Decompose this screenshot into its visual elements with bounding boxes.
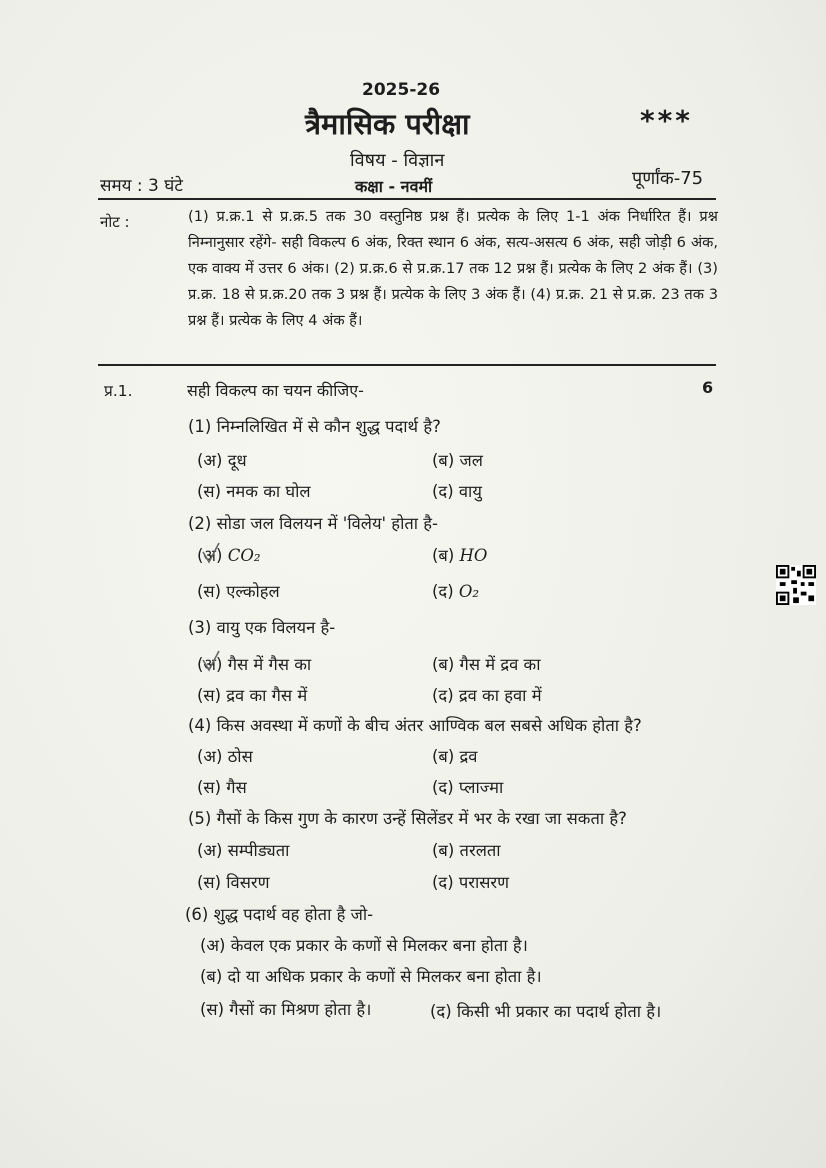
question-text: (6) शुद्ध पदार्थ वह होता है जो- <box>185 905 374 924</box>
option-d: (द) द्रव का हवा में <box>432 686 542 705</box>
header-divider <box>98 198 716 200</box>
option-c: (स) विसरण <box>197 873 270 892</box>
option-b: (ब) द्रव <box>432 747 478 766</box>
subject-line: विषय - विज्ञान <box>350 150 445 171</box>
qr-code-icon <box>776 565 816 605</box>
option-c: (स) गैसों का मिश्रण होता है। <box>200 1000 372 1019</box>
section-heading: सही विकल्प का चयन कीजिए- <box>187 381 364 400</box>
question-text: (5) गैसों के किस गुण के कारण उन्हें सिलेंडर में भर के रखा जा सकता है? <box>188 809 627 828</box>
option-c: (स) एल्कोहल <box>197 582 280 601</box>
option-b: (ब) तरलता <box>432 841 501 860</box>
option-label: (द) <box>432 582 454 601</box>
option-b: (ब) जल <box>432 451 483 470</box>
stars-mark: *** <box>640 104 693 137</box>
option-b <box>432 543 487 566</box>
exam-title: त्रैमासिक परीक्षा <box>305 107 470 141</box>
class-line: कक्षा - नवमीं <box>355 177 433 196</box>
pencil-tick-mark <box>200 648 222 674</box>
option-b: (ब) दो या अधिक प्रकार के कणों से मिलकर बना होता है। <box>200 967 542 986</box>
exam-year: 2025-26 <box>362 80 441 100</box>
option-a: (अ) सम्पीड्यता <box>197 841 290 860</box>
chem-formula: CO₂ <box>227 546 261 565</box>
option-a: (अ) ठोस <box>197 747 253 766</box>
option-c: (स) नमक का घोल <box>197 482 311 501</box>
note-label: नोट : <box>100 213 130 231</box>
section-label: प्र.1. <box>104 382 133 400</box>
option-b: (ब) गैस में द्रव का <box>432 655 541 674</box>
chem-formula: HO <box>459 546 488 565</box>
question-text: (2) सोडा जल विलयन में 'विलेय' होता है- <box>188 514 438 533</box>
option-c: (स) द्रव का गैस में <box>197 686 308 705</box>
time-allowed: समय : 3 घंटे <box>100 176 183 196</box>
option-a: (अ) दूध <box>197 451 247 470</box>
option-d: (द) प्लाज्मा <box>432 778 504 797</box>
option-label: (ब) <box>432 546 455 565</box>
question-text: (3) वायु एक विलयन है- <box>188 618 336 637</box>
option-a: (अ) केवल एक प्रकार के कणों से मिलकर बना होता है। <box>200 936 528 955</box>
option-c: (स) गैस <box>197 778 247 797</box>
question-text: (1) निम्नलिखित में से कौन शुद्ध पदार्थ है? <box>188 417 441 436</box>
max-marks: पूर्णांक-75 <box>632 168 704 189</box>
option-d: (द) वायु <box>432 482 482 501</box>
note-text: (1) प्र.क्र.1 से प्र.क्र.5 तक 30 वस्तुनिष्ठ प्रश्न हैं। प्रत्येक के लिए 1-1 अंक निर्धारित हैं। प्रश्न निम्नानुसार रहेंगे- सही विकल्प 6 अंक, रिक्त स्थान 6 अंक, सत्य-असत्य 6 अंक, सही जोड़ी 6 अंक, एक वाक्य में उत्तर 6 अंक। (2) प्र.क्र.6 से प्र.क्र.17 तक 12 प्रश्न हैं। प्रत्येक के लिए 2 अंक हैं। (3) प्र.क्र. 18 से प्र.क्र.20 तक 3 प्रश्न हैं। प्रत्येक के लिए 3 अंक हैं। (4) प्र.क्र. 21 से प्र.क्र. 23 तक 3 प्रश्न हैं। प्रत्येक के लिए 4 अंक हैं। <box>188 208 718 329</box>
section-marks: 6 <box>702 378 714 397</box>
pencil-tick-mark <box>200 540 222 566</box>
option-d: (द) किसी भी प्रकार का पदार्थ होता है। <box>430 1002 662 1021</box>
question-text: (4) किस अवस्था में कणों के बीच अंतर आण्विक बल सबसे अधिक होता है? <box>188 716 642 735</box>
option-label: (अ) <box>197 546 223 565</box>
note-divider <box>98 364 716 366</box>
option-d <box>432 579 479 602</box>
option-d: (द) परासरण <box>432 873 510 892</box>
option-a: (अ) गैस में गैस का <box>197 655 312 674</box>
chem-formula: O₂ <box>458 582 480 601</box>
